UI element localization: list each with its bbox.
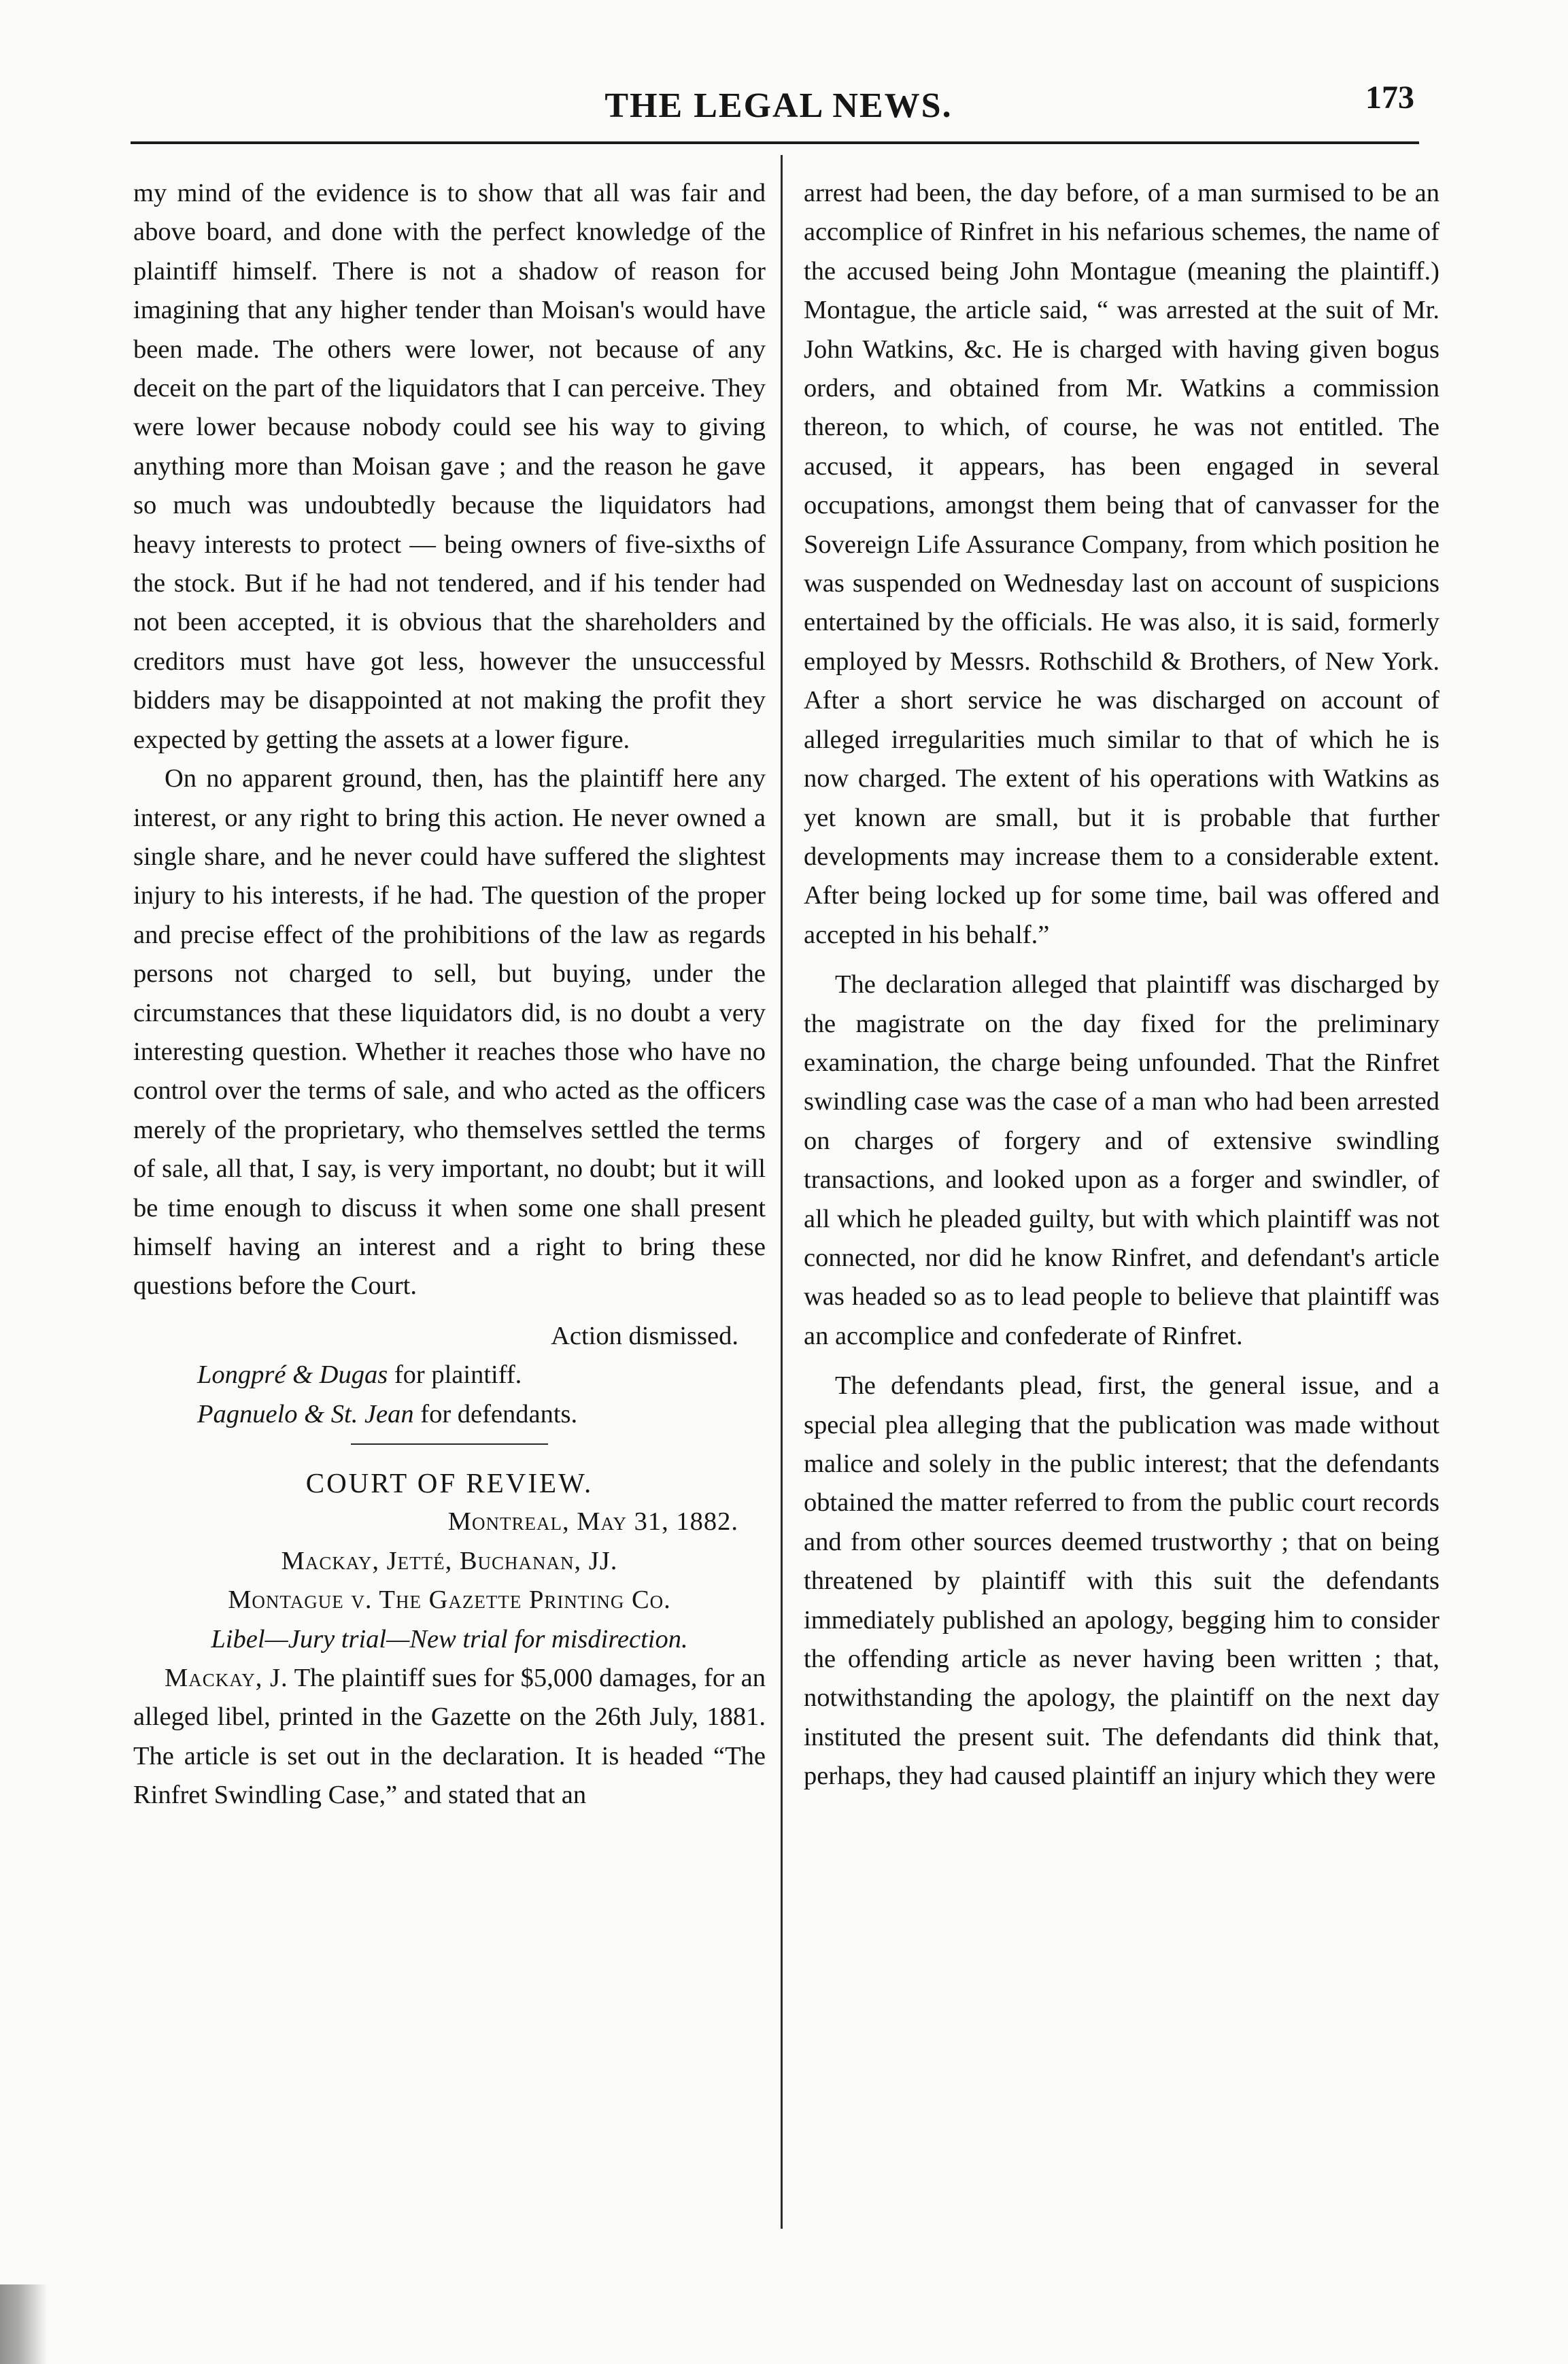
counsel-plaintiff-role: for plaintiff. bbox=[388, 1360, 522, 1390]
counsel-plaintiff-names: Longpré & Dugas bbox=[197, 1360, 388, 1390]
judge-lead: Mackay, J. bbox=[165, 1664, 288, 1693]
paragraph-no-ground: On no apparent ground, then, has the plaintiff here any interest, or any right to bring this action. He never owned a single share, and he never could have suffered the slightest injury to his interests, if he had. The question of the proper and precise effect of the prohibitions of the law as regards persons not charged to sell, but buying, under the circumstances that these liquidators did, is no doubt a very interesting question. Whether it reaches those who have no control over the terms of sale, and who acted as the officers merely of the proprietary, who themselves settled the terms of sale, all that, I say, is very important, no doubt; but it will be time enough to discuss it when some one shall present himself having an interest and a right to bring these questions before the Court. bbox=[133, 764, 766, 1301]
section-divider bbox=[351, 1443, 548, 1445]
running-title: THE LEGAL NEWS. bbox=[604, 86, 953, 125]
counsel-defendants-role: for defendants. bbox=[413, 1399, 578, 1428]
left-column bbox=[133, 174, 766, 1815]
counsel-plaintiff bbox=[133, 1356, 766, 1394]
paragraph-judgment-start bbox=[133, 1659, 766, 1815]
counsel-defendants bbox=[133, 1395, 766, 1434]
judgment-text: The plaintiff sues for $5,000 damages, for an alleged libel, printed in the Gazette on the 26th July, 1881. The article is set out in the declaration. It is headed “The Rinfret Swindling Case,” and stated that an bbox=[133, 1664, 766, 1810]
counsel-defendants-names: Pagnuelo & St. Jean bbox=[197, 1399, 414, 1428]
paragraph-defendants-plea: The defendants plead, first, the general issue, and a special plea alleging that the publication was made without malice and solely in the public interest; that the defendants obtained the matter referred to from the public court records and from other sources deemed trustworthy ; that on being threatened by plaintiff with this suit the defendants immediately published an apology, begging him to consider the offending article as never having been written ; that, notwithstanding the apology, the plaintiff on the next day instituted the present suit. The defendants did think that, perhaps, they had caused plaintiff an injury which they were bbox=[804, 1371, 1439, 1791]
section-title: COURT OF REVIEW. bbox=[305, 1467, 594, 1498]
paragraph-evidence: my mind of the evidence is to show that all was fair and above board, and done with the perfect knowledge of the plaintiff himself. There is not a shadow of reason for imagining that any higher tender than Moisan's would have been made. The others were lower, not because of any deceit on the part of the liquidators that I can perceive. They were lower because nobody could see his way to giving anything more than Moisan gave ; and the reason he gave so much was undoubtedly because the liquidators had heavy interests to protect — being owners of five-sixths of the stock. But if he had not tendered, and if his tender had not been accepted, it is obvious that the shareholders and creditors must have got less, however the unsuccessful bidders may be disappointed at not making the profit they expected by getting the assets at a lower figure. bbox=[133, 179, 766, 754]
case-name: Montague v. The Gazette Printing Co. bbox=[228, 1586, 671, 1615]
headnote: Libel—Jury trial—New trial for misdirection. bbox=[211, 1624, 688, 1654]
judges: Mackay, Jetté, Buchanan, JJ. bbox=[281, 1546, 618, 1575]
scan-edge-artifact bbox=[0, 2284, 48, 2364]
header-rule bbox=[131, 141, 1419, 144]
paragraph-arrest: arrest had been, the day before, of a man surmised to be an accomplice of Rinfret in his nefarious schemes, the name of the accused being John Montague (meaning the plaintiff.) Montague, the article said, “ was arrested at the suit of Mr. John Watkins, &c. He is charged with having given bogus orders, and obtained from Mr. Watkins a commission thereon, to which, of course, he was not entitled. The accused, it appears, has been engaged in several occupations, amongst them being that of canvasser for the Sovereign Life Assurance Company, from which position he was suspended on Wednesday last on account of suspicions entertained by the officials. He was also, it is said, formerly employed by Messrs. Rothschild & Brothers, of New York. After a short service he was discharged on account of alleged irregularities much similar to that of which he is now charged. The extent of his operations with Watkins as yet known are small, but it is probable that further developments may increase them to a considerable extent. After being locked up for some time, bail was offered and accepted in his behalf.” bbox=[804, 179, 1439, 949]
page-number: 173 bbox=[1365, 80, 1414, 116]
right-column bbox=[804, 174, 1439, 1796]
paragraph-declaration: The declaration alleged that plaintiff was discharged by the magistrate on the day fixed for the preliminary examination, the charge being unfounded. That the Rinfret swindling case was the case of a man who had been arrested on charges of forgery and of extensive swindling transactions, and looked upon as a forger and swindler, of all which he pleaded guilty, but with which plaintiff was not connected, nor did he know Rinfret, and defendant's article was headed so as to lead people to believe that plaintiff was an accomplice and confederate of Rinfret. bbox=[804, 970, 1439, 1350]
page-header bbox=[129, 73, 1428, 135]
place-date: Montreal, May 31, 1882. bbox=[447, 1507, 738, 1537]
column-divider bbox=[781, 155, 783, 2229]
case-result: Action dismissed. bbox=[551, 1321, 738, 1350]
